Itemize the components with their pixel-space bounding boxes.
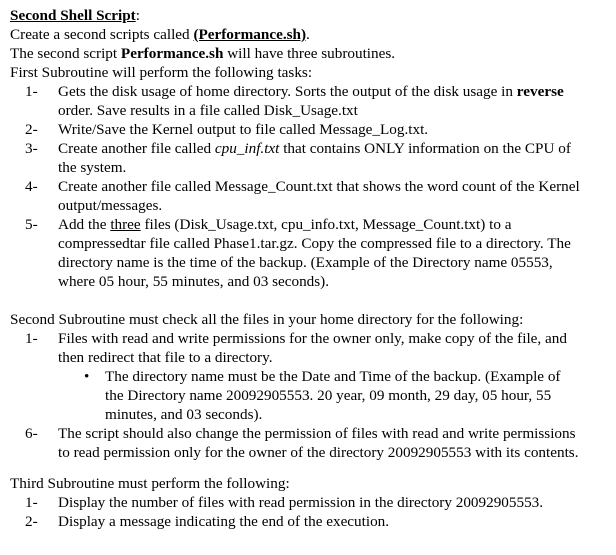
item-number: 4-	[25, 178, 38, 195]
intro-line-2-end: will have three subroutines.	[223, 45, 396, 62]
bullet-icon: •	[84, 368, 90, 385]
bullet-item: • The directory name must be the Date and Time of the backup. (Example of the Directory name 20092905553. 20 year, 09 month, 29 day, 05 hour, 55 minutes, and 03 seconds).	[84, 368, 561, 423]
section-title: Second Shell Script	[10, 7, 136, 24]
document	[10, 6, 610, 531]
item-number: 6-	[25, 425, 38, 442]
item-number: 1-	[25, 494, 38, 511]
list-item	[10, 120, 610, 139]
item-text: Display a message indicating the end of the execution.	[58, 513, 390, 530]
list-item	[10, 493, 610, 512]
script-name-bold: Performance.sh	[120, 45, 224, 62]
paragraph-gap	[10, 462, 610, 474]
script-filename: (Performance.sh)	[193, 26, 307, 43]
third-subroutine-list	[10, 493, 610, 531]
item-number: 3-	[25, 140, 38, 157]
second-subroutine-list	[10, 329, 610, 367]
item-number: 2-	[25, 513, 38, 530]
title-colon: :	[135, 7, 140, 24]
item-text: Write/Save the Kernel output to file called Message_Log.txt.	[58, 121, 429, 138]
item-number: 1-	[25, 330, 38, 347]
list-item	[10, 512, 610, 531]
intro-line-2	[10, 44, 610, 63]
intro-line-1	[10, 25, 610, 44]
item-text: Display the number of files with read permission in the directory 20092905553.	[58, 494, 544, 511]
section-heading	[10, 6, 610, 25]
item-number: 5-	[25, 216, 38, 233]
second-subroutine-list-continued	[10, 424, 610, 462]
third-subroutine-heading: Third Subroutine must perform the following:	[10, 475, 290, 492]
second-subroutine-bullets	[10, 367, 610, 424]
list-item: 1- Gets the disk usage of home directory. Sorts the output of the disk usage in reverse order. Save results in a file called Disk_Usage.txt	[25, 83, 564, 119]
first-subroutine-list	[10, 82, 610, 291]
intro-line-1-text: Create a second scripts called	[10, 26, 194, 43]
intro-line-1-end: .	[306, 26, 310, 43]
item-number: 2-	[25, 121, 38, 138]
second-subroutine-heading: Second Subroutine must check all the files in your home directory for the following:	[10, 311, 524, 328]
list-item: 4- Create another file called Message_Count.txt that shows the word count of the Kernel output/messages.	[25, 178, 580, 214]
paragraph-gap	[10, 291, 610, 310]
list-item: 3- Create another file called cpu_inf.txt that contains ONLY information on the CPU of the system.	[25, 140, 571, 176]
first-subroutine-heading: First Subroutine will perform the following tasks:	[10, 64, 313, 81]
list-item: 5- Add the three files (Disk_Usage.txt, cpu_info.txt, Message_Count.txt) to a compressedtar file called Phase1.tar.gz. Copy the compressed file to a directory. The directory name is the time of the backup. (Example of the Directory name 05553, where 05 hour, 55 minutes, and 03 seconds).	[25, 216, 571, 290]
intro-line-2-text: The second script	[10, 45, 121, 62]
list-item: 1- Files with read and write permissions for the owner only, make copy of the file, and then redirect that file to a directory.	[25, 330, 567, 366]
list-item: 6- The script should also change the permission of files with read and write permissions to read permission only for the owner of the directory 20092905553 with its contents.	[25, 425, 579, 461]
item-number: 1-	[25, 83, 38, 100]
